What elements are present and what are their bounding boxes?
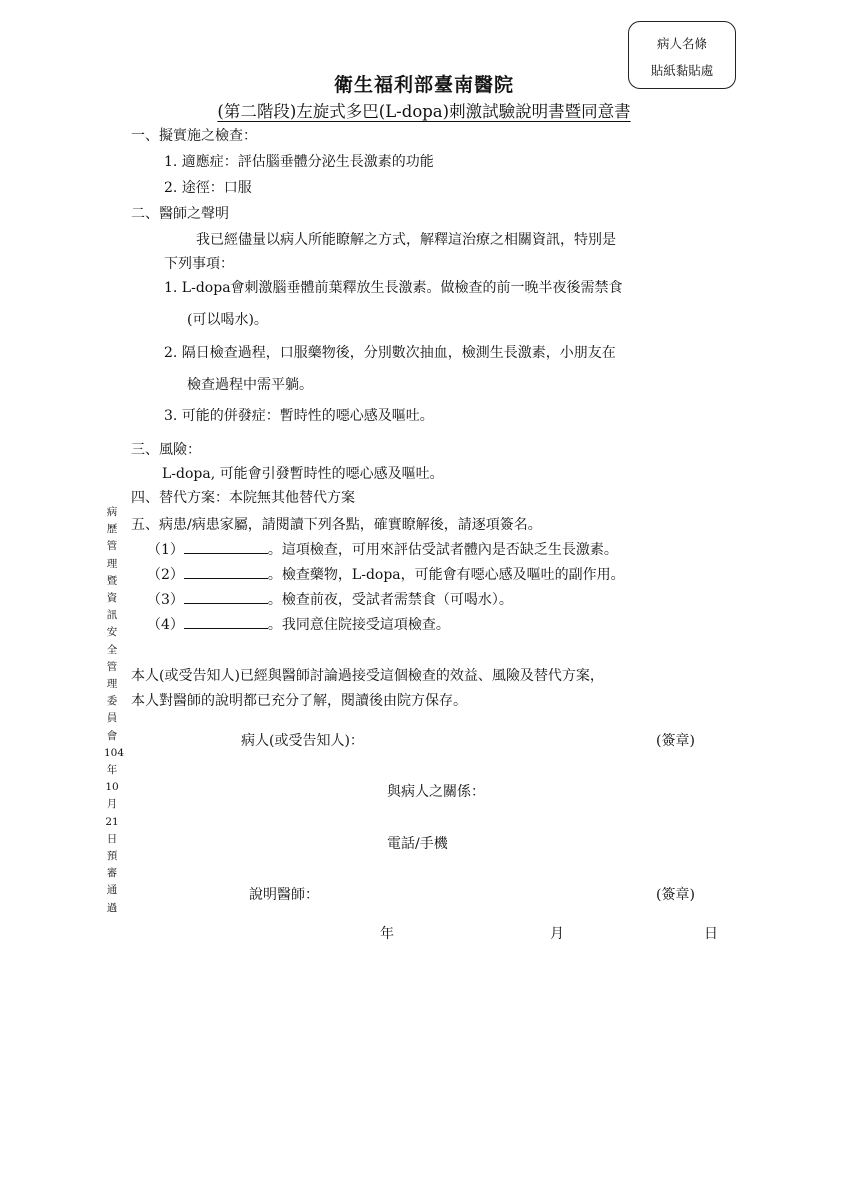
approval-char: 委: [106, 695, 118, 708]
sign-item-4-text: 。我同意住院接受這項檢查。: [267, 617, 450, 633]
approval-char: 歷: [106, 523, 118, 536]
section1-item-1: 1. 適應症：評估腦垂體分泌生長激素的功能: [164, 154, 434, 170]
sign-item-4: [147, 614, 450, 634]
section2-item1-line2: (可以喝水)。: [187, 312, 268, 328]
section2-item1-line1: 1. L-dopa會刺激腦垂體前葉釋放生長激素。做檢查的前一晚半夜後需禁食: [164, 280, 623, 296]
sign-item-4-number: （4）: [147, 617, 184, 633]
section2-heading: 二、醫師之聲明: [131, 206, 229, 222]
section1-heading: 一、擬實施之檢查：: [131, 128, 257, 144]
approval-char: 管: [106, 540, 118, 553]
date-year-label: 年: [380, 926, 394, 942]
approval-char: 104: [104, 746, 125, 759]
approval-char: 月: [106, 798, 118, 811]
approval-char: 21: [105, 815, 119, 828]
approval-char: 理: [106, 557, 118, 570]
sign-item-3: [147, 589, 513, 609]
approval-char: 員: [106, 712, 118, 725]
patient-sign-label: 病人(或受告知人)：: [241, 733, 364, 749]
sign-item-3-signature-line[interactable]: [184, 590, 268, 604]
section1-item-2: 2. 途徑：口服: [164, 180, 252, 196]
section4-heading: 四、替代方案：本院無其他替代方案: [131, 490, 355, 506]
consent-line2: 本人對醫師的說明都已充分了解，閱讀後由院方保存。: [131, 693, 467, 709]
section2-item2-line1: 2. 隔日檢查過程，口服藥物後，分別數次抽血，檢測生長激素，小朋友在: [164, 345, 616, 361]
approval-char: 會: [106, 729, 118, 742]
sign-item-1-text: 。這項檢查，可用來評估受試者體內是否缺乏生長激素。: [267, 542, 618, 558]
sign-item-3-number: （3）: [147, 592, 184, 608]
patient-seal-label: (簽章): [656, 733, 695, 749]
relation-label: 與病人之關係：: [387, 784, 485, 800]
date-month-label: 月: [550, 926, 564, 942]
section3-heading: 三、風險：: [131, 442, 201, 458]
sign-item-2: [147, 564, 625, 584]
approval-char: 全: [106, 643, 118, 656]
section5-heading: 五、病患/病患家屬，請閱讀下列各點，確實瞭解後，請逐項簽名。: [131, 517, 542, 533]
sign-item-2-signature-line[interactable]: [184, 565, 268, 579]
approval-char: 預: [106, 850, 118, 863]
approval-char: 病: [106, 506, 118, 518]
label-box-line2: 貼紙黏貼處: [650, 63, 714, 78]
approval-char: 日: [106, 832, 118, 845]
sign-item-4-signature-line[interactable]: [184, 615, 268, 629]
section2-item3: 3. 可能的併發症：暫時性的噁心感及嘔吐。: [164, 408, 434, 424]
doctor-seal-label: (簽章): [656, 887, 695, 903]
sign-item-2-number: （2）: [147, 567, 184, 583]
approval-char: 管: [106, 660, 118, 673]
approval-char: 理: [106, 678, 118, 691]
sign-item-3-text: 。檢查前夜，受試者需禁食（可喝水）。: [267, 592, 513, 608]
approval-vertical-text: [104, 504, 125, 917]
consent-line1: 本人(或受告知人)已經與醫師討論過接受這個檢查的效益、風險及替代方案，: [131, 668, 604, 684]
section3-text: L-dopa, 可能會引發暫時性的噁心感及嘔吐。: [162, 466, 444, 482]
form-title: (第二階段)左旋式多巴(L-dopa)刺激試驗說明書暨同意書: [217, 102, 631, 121]
label-box-line1: 病人名條: [656, 36, 707, 51]
approval-char: 訊: [106, 609, 118, 622]
approval-char: 審: [106, 867, 118, 880]
approval-char: 安: [106, 626, 118, 639]
date-day-label: 日: [704, 926, 718, 942]
sign-item-1-signature-line[interactable]: [184, 540, 268, 554]
section2-intro-line2: 下列事項：: [164, 256, 234, 272]
section2-item2-line2: 檢查過程中需平躺。: [187, 377, 313, 393]
sign-item-1-number: （1）: [147, 542, 184, 558]
approval-char: 暨: [106, 574, 118, 587]
section2-intro-line1: 我已經儘量以病人所能瞭解之方式，解釋這治療之相關資訊，特別是: [196, 232, 616, 248]
hospital-name: 衛生福利部臺南醫院: [333, 74, 514, 96]
approval-char: 過: [106, 901, 118, 914]
sign-item-2-text: 。檢查藥物，L-dopa，可能會有噁心感及嘔吐的副作用。: [267, 567, 625, 583]
sign-item-1: [147, 539, 618, 559]
approval-char: 10: [105, 781, 119, 794]
approval-char: 通: [106, 884, 118, 897]
approval-char: 年: [106, 764, 118, 777]
phone-label: 電話/手機: [387, 836, 448, 852]
approval-char: 資: [106, 592, 118, 605]
doctor-sign-label: 說明醫師：: [249, 887, 319, 903]
